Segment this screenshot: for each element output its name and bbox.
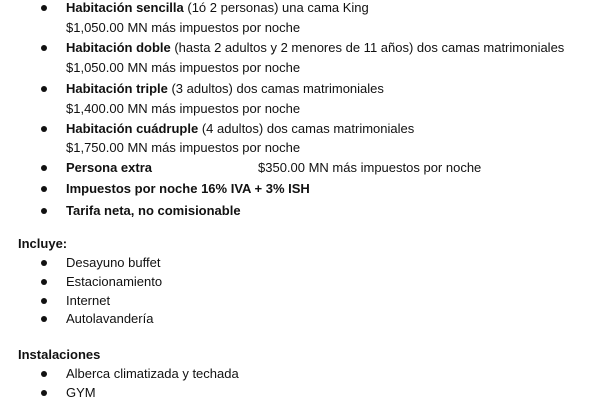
extra-person xyxy=(0,160,592,176)
bullet-icon xyxy=(41,165,47,171)
room-price: $1,400.00 MN más impuestos por noche xyxy=(66,101,301,116)
bullet-icon xyxy=(41,186,47,192)
extra-person-price: $350.00 MN más impuestos por noche xyxy=(258,160,482,175)
bullet-icon xyxy=(41,126,47,132)
include-item: Estacionamiento xyxy=(66,274,163,289)
includes-heading: Incluye: xyxy=(18,236,68,251)
room-detail: (1ó 2 personas) una cama King xyxy=(183,0,369,15)
bullet-icon xyxy=(41,279,47,285)
room-price: $1,050.00 MN más impuestos por noche xyxy=(66,20,301,35)
bullet-icon xyxy=(41,208,47,214)
room-name: Habitación sencilla xyxy=(66,0,184,15)
include-item: Autolavandería xyxy=(66,311,154,326)
facility-item: Alberca climatizada y techada xyxy=(66,366,239,381)
bullet-icon xyxy=(41,298,47,304)
room-price: $1,050.00 MN más impuestos por noche xyxy=(66,60,301,75)
bullet-icon xyxy=(41,5,47,11)
room-detail: (3 adultos) dos camas matrimoniales xyxy=(167,81,384,96)
taxes-text: Impuestos por noche 16% IVA + 3% ISH xyxy=(66,181,310,196)
include-item: Internet xyxy=(66,293,111,308)
room-name: Habitación triple xyxy=(66,81,168,96)
room-detail: (4 adultos) dos camas matrimoniales xyxy=(198,121,415,136)
room-name: Habitación cuádruple xyxy=(66,121,199,136)
room-name: Habitación doble xyxy=(66,40,171,55)
extra-person-label: Persona extra xyxy=(66,160,152,175)
facility-item: GYM xyxy=(66,385,96,400)
net-rate-text: Tarifa neta, no comisionable xyxy=(66,203,241,218)
bullet-icon xyxy=(41,390,47,396)
room-detail: (hasta 2 adultos y 2 menores de 11 años) dos camas matrimoniales xyxy=(170,40,565,55)
bullet-icon xyxy=(41,45,47,51)
room-price: $1,750.00 MN más impuestos por noche xyxy=(66,140,301,155)
facilities-heading: Instalaciones xyxy=(18,347,101,362)
bullet-icon xyxy=(41,86,47,92)
include-item: Desayuno buffet xyxy=(66,255,161,270)
bullet-icon xyxy=(41,371,47,377)
bullet-icon xyxy=(41,260,47,266)
bullet-icon xyxy=(41,316,47,322)
